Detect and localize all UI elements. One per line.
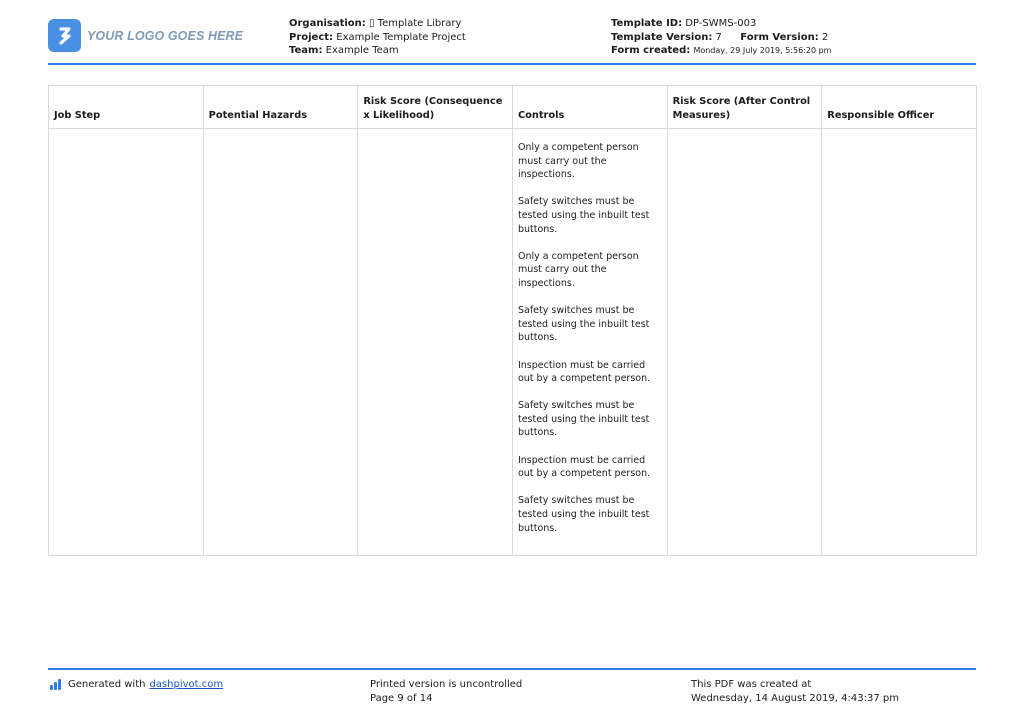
column-header-potential-hazards: Potential Hazards (203, 86, 358, 129)
company-logo (48, 19, 243, 52)
form-version-value: 2 (821, 31, 829, 43)
page-number: Page 9 of 14 (370, 692, 433, 704)
form-created-label: Form created: (611, 45, 691, 57)
dashpivot-link[interactable]: dashpivot.com (149, 679, 224, 690)
template-version-label: Template Version: (611, 31, 713, 43)
control-item: Inspection must be carried out by a competent person. (517, 359, 651, 385)
project-label: Project: (289, 31, 334, 43)
template-id-row (611, 17, 831, 31)
risk-score-after-cell (667, 129, 822, 556)
header-divider (48, 63, 976, 65)
form-meta-left (289, 17, 466, 58)
form-created-value: Monday, 29 July 2019, 5:56:20 pm (693, 46, 832, 56)
job-step-cell (49, 129, 204, 556)
pdf-created-value: Wednesday, 14 August 2019, 4:43:37 pm (691, 692, 899, 704)
organisation-label: Organisation: (289, 18, 366, 29)
controls-cell (512, 129, 667, 556)
control-item: Safety switches must be tested using the inbuilt test buttons. (517, 305, 650, 344)
control-item: Safety switches must be tested using the inbuilt test buttons. (517, 400, 650, 439)
control-item: Inspection must be carried out by a competent person. (517, 454, 651, 480)
table-header-row (49, 86, 977, 129)
column-header-controls: Controls (512, 86, 667, 129)
team-label: Team: (289, 45, 323, 57)
template-version-value: 7 (715, 31, 722, 43)
control-item: Safety switches must be tested using the inbuilt test buttons. (517, 196, 650, 235)
footer-print-info (370, 678, 522, 705)
form-created-row (611, 44, 831, 58)
logo-text: YOUR LOGO GOES HERE (87, 28, 244, 43)
project-row (289, 31, 466, 45)
column-header-risk-score: Risk Score (Consequence x Likelihood) (358, 86, 513, 129)
form-version-label: Form Version: (740, 31, 819, 43)
column-header-risk-score-after: Risk Score (After Control Measures) (667, 86, 822, 129)
control-item: Only a competent person must carry out the inspections. (517, 250, 639, 289)
control-item: Safety switches must be tested using the inbuilt test buttons. (517, 495, 650, 534)
form-meta-right (611, 17, 831, 58)
version-row (611, 31, 831, 45)
footer-pdf-created (691, 678, 899, 705)
project-value: Example Template Project (336, 31, 466, 43)
column-header-responsible-officer: Responsible Officer (822, 86, 977, 129)
footer-generated (50, 678, 223, 692)
control-item: Only a competent person must carry out the inspections. (517, 142, 639, 181)
uncontrolled-notice: Printed version is uncontrolled (370, 679, 523, 690)
organisation-value: ▯ Template Library (368, 18, 462, 29)
team-value: Example Team (325, 45, 399, 57)
responsible-officer-cell (822, 129, 977, 556)
table-row (49, 129, 977, 556)
team-row (289, 44, 466, 58)
generated-text: Generated with (68, 679, 146, 690)
logo-icon (48, 19, 81, 52)
template-id-label: Template ID: (611, 18, 683, 29)
organisation-row (289, 17, 466, 31)
pdf-created-label: This PDF was created at (691, 679, 812, 690)
risk-score-cell (358, 129, 513, 556)
swms-table (48, 85, 977, 556)
template-id-value: DP-SWMS-003 (685, 18, 757, 29)
column-header-job-step: Job Step (49, 86, 204, 129)
dashpivot-chart-icon (50, 679, 62, 690)
potential-hazards-cell (203, 129, 358, 556)
footer-divider (48, 668, 976, 670)
